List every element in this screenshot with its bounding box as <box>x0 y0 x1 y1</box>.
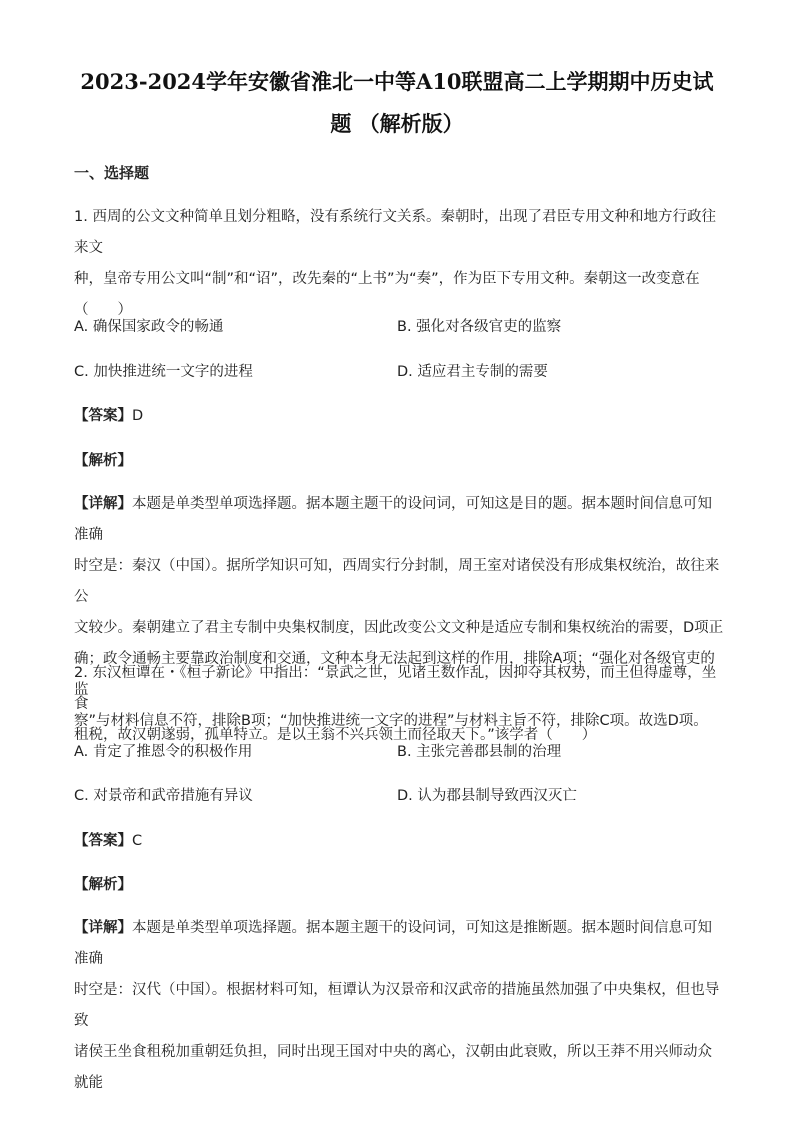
question-1-stem-line: 1. 西周的公文文种简单且划分粗略，没有系统行文关系。秦朝时，出现了君臣专用文种和地方行政往来文 <box>74 209 716 256</box>
question-1-analysis-label: 【解析】 <box>74 453 132 469</box>
detail-text: 时空是：秦汉（中国）。据所学知识可知，西周实行分封制，周王室对诸侯没有形成集权统治，故往来公 <box>74 558 720 605</box>
question-1-option-d: D. 适应君主专制的需要 <box>397 364 548 380</box>
detail-label: 【详解】 <box>74 920 132 936</box>
section-heading: 一、选择题 <box>74 164 150 182</box>
detail-text: 确；政令通畅主要靠政治制度和交通，文种本身无法起到这样的作用，排除A项；“强化对各级官吏的监 <box>74 651 715 698</box>
detail-text: 本题是单类型单项选择题。据本题主题干的设问词，可知这是推断题。据本题时间信息可知准确 <box>74 920 712 967</box>
detail-text: 察”与材料信息不符，排除B项；“加快推进统一文字的进程”与材料主旨不符，排除C项。故选D项。 <box>74 713 708 729</box>
question-1-answer <box>74 404 143 425</box>
question-1-option-b: B. 强化对各级官吏的监察 <box>397 319 562 335</box>
detail-text: 文较少。秦朝建立了君主专制中央集权制度，因此改变公文文种是适应专制和集权统治的需要，D项正 <box>74 620 724 636</box>
question-2-option-a: A. 肯定了推恩令的积极作用 <box>74 744 253 760</box>
question-1-option-c: C. 加快推进统一文字的进程 <box>74 364 253 380</box>
question-2-detail <box>74 913 724 1099</box>
question-2-stem-line: 租税，故汉朝遂弱，孤单特立。是以王翁不兴兵领土而径取天下。”该学者（ ） <box>74 727 597 743</box>
detail-label: 【详解】 <box>74 496 132 512</box>
question-2-option-b: B. 主张完善郡县制的治理 <box>397 744 562 760</box>
detail-text: 诸侯王坐食租税加重朝廷负担，同时出现王国对中央的离心，汉朝由此衰败，所以王莽不用兴师动众就能 <box>74 1044 712 1091</box>
document-title: 2023-2024学年安徽省淮北一中等A10联盟高二上学期期中历史试 <box>80 69 714 94</box>
question-2-option-d: D. 认为郡县制导致西汉灭亡 <box>397 788 577 804</box>
question-2-stem <box>74 658 724 751</box>
question-2-stem-line: 2. 东汉桓谭在・《桓子新论》中指出：“景武之世，见诸王数作乱，因抑夺其权势，而王但得虚尊，坐食 <box>74 665 717 712</box>
question-1-stem-line: （ ） <box>74 302 132 318</box>
question-1-stem-line: 种，皇帝专用公文叫“制”和“诏”，改先秦的“上书”为“奏”，作为臣下专用文种。秦朝这一改变意在 <box>74 271 700 287</box>
answer-value: C <box>132 833 143 849</box>
document-title-continued: 题 （解析版） <box>330 111 464 136</box>
question-2-option-c: C. 对景帝和武帝措施有异议 <box>74 788 253 804</box>
question-2-answer <box>74 829 142 850</box>
answer-label: 【答案】 <box>74 408 132 424</box>
question-1-stem <box>74 202 724 326</box>
question-2-analysis-label: 【解析】 <box>74 877 132 893</box>
answer-label: 【答案】 <box>74 833 132 849</box>
question-1-option-a: A. 确保国家政令的畅通 <box>74 319 224 335</box>
answer-value: D <box>132 408 144 424</box>
detail-text: 时空是：汉代（中国）。根据材料可知，桓谭认为汉景帝和汉武帝的措施虽然加强了中央集权，但也导致 <box>74 982 720 1029</box>
detail-text: 本题是单类型单项选择题。据本题主题干的设问词，可知这是目的题。据本题时间信息可知准确 <box>74 496 712 543</box>
